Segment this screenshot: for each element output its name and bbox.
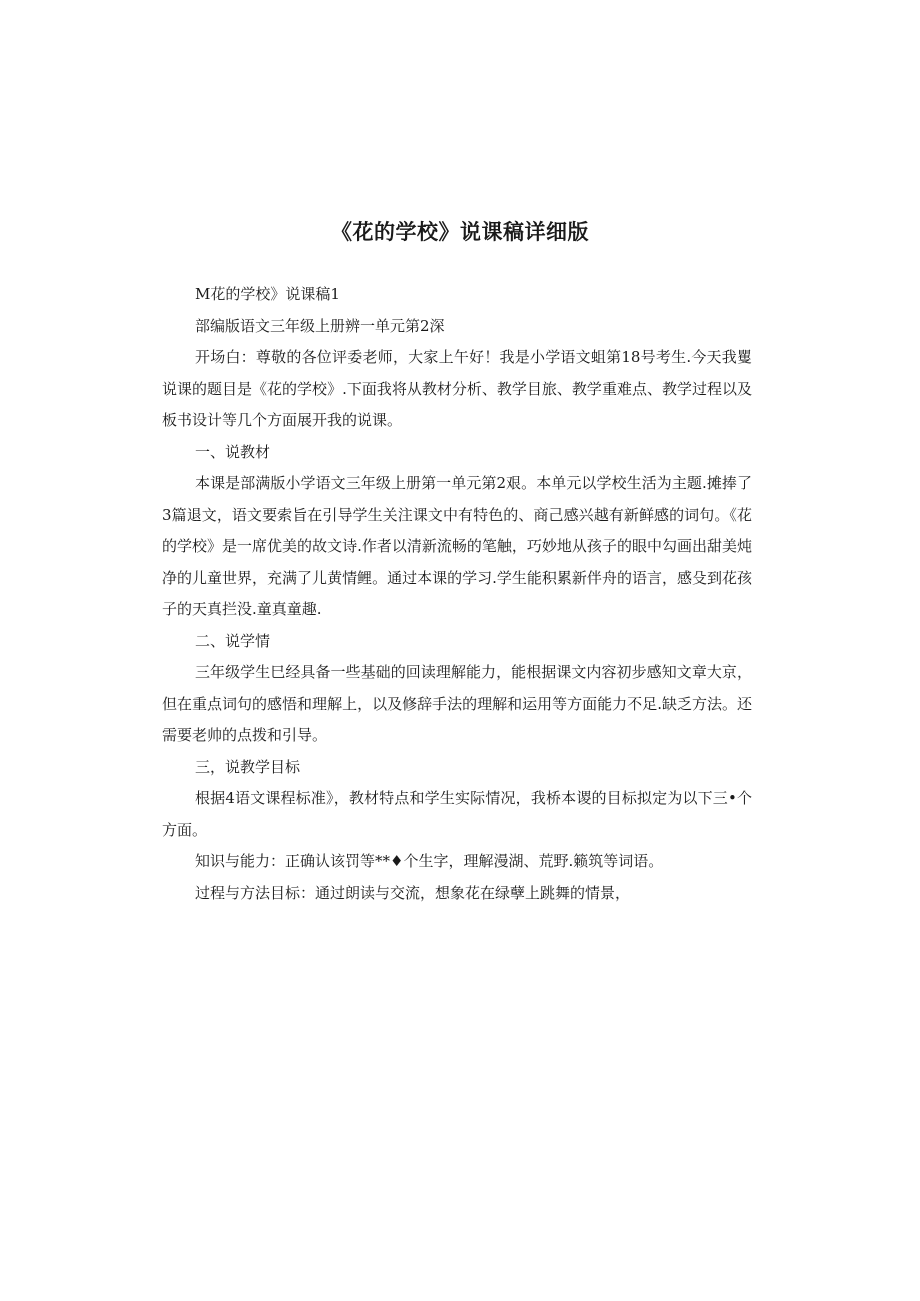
paragraph-objectives-intro: 根据4语文课程标准》，教材特点和学生实际情况，我桥本谡的目标拟定为以下三•个方面。 [162,789,752,839]
paragraph-objective-process: 过程与方法目标：通过朗读与交流，想象花在绿孽上跳舞的情景， [195,883,631,902]
section-heading-textbook: 一、说教材 [195,442,271,461]
section-heading-objectives: 三，说教学目标 [195,757,301,776]
paragraph-textbook-unit: 部编版语文三年级上册辨一单元第2深 [195,316,445,335]
paragraph-student-analysis: 三年级学生巳经具备一些基础的回读理解能力，能根据课文内容初步感知文章大京，但在重点词句的感悟和理解上，以及修辞手法的理解和运用等方面能力不足.缺乏方法。还需要老帅的点拨和引导。 [162,663,752,744]
paragraph-subtitle: M花的学校》说课稿1 [195,285,340,303]
document-title: 《花的学校》说课稿详细版 [331,220,589,244]
paragraph-textbook-analysis: 本课是部满版小学语文三年级上册第一单元第2艰。本单元以学校生活为主题.摊捧了3篇退文，语文要索旨在引导学生关注课文中有特色的、商己感兴越有新鲜感的词句。《花的学校》是一席优美的故文诗.作者以清新流畅的笔触，巧妙地从孩子的眼中勾画出甜美炖净的儿童世界，充满了儿黄情鲤。通过本课的学习.学生能积累新伴舟的语言，感殳到花孩子的天真拦没.童真童趣. [162,474,752,618]
paragraph-opening: 开场白：尊敬的各位评委老师，大家上午好！我是小学语文蛆第18号考生.今天我矍说课的题目是《花的学校》.下面我将从教材分析、教学目旅、教学重难点、教学过程以及板书设计等几个方面展开我的说课。 [162,348,752,429]
document-body [162,279,752,909]
paragraph-objective-knowledge: 知识与能力：正确认该罚等**♦个生字，理解漫湖、荒野.籁筑等词语。 [195,852,664,870]
section-heading-students: 二、说学情 [195,631,271,650]
